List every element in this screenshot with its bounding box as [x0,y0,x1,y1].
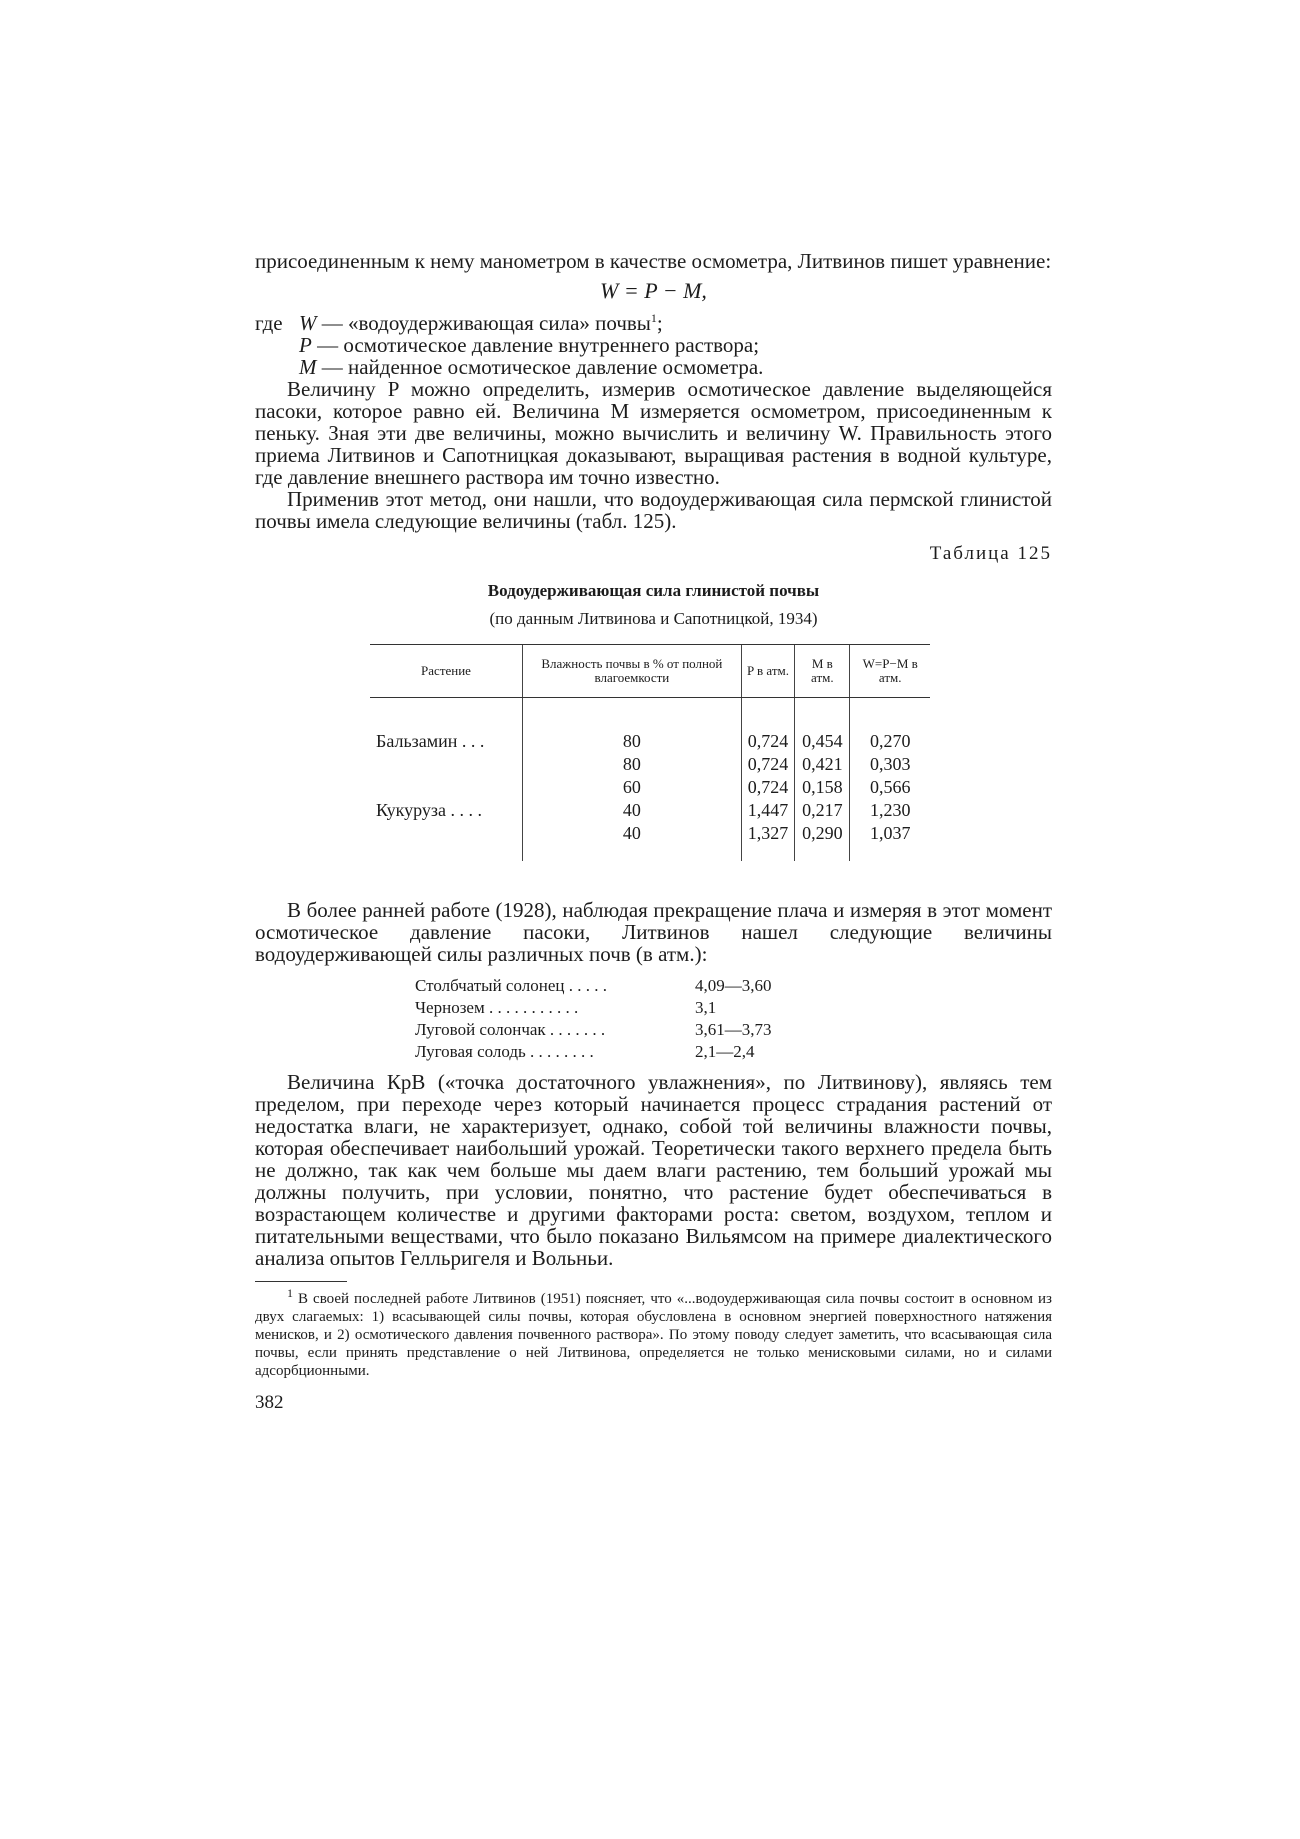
legend-text: — осмотическое давление внутреннего раствора; [317,333,760,357]
paragraph-5: Величина КрВ («точка достаточного увлажнения», по Литвинову), являясь тем пределом, при переходе через который начинается процесс страдания растений от недостатка влаги, не характеризует, однако, собой той величины влажности почвы, которая обеспечивает наибольший урожай. Теоретически такого верхнего предела быть не должно, так как чем больше мы даем влаги растению, тем больший урожай мы должны получить, при условии, понятно, что растение будет обеспечиваться в возрастающем количестве и другими факторами роста: светом, воздухом, теплом и питательными веществами, что было показано Вильямсом на примере диалектического анализа опытов Гелльригеля и Вольньи. [255,1070,1052,1270]
table-subtitle: (по данным Литвинова и Сапотницкой, 1934) [489,609,818,628]
list-item [415,1019,815,1041]
cell-plant [370,776,523,799]
soil-name: Луговая солодь . . . . . . . . [415,1042,594,1061]
paragraph-4: В более ранней работе (1928), наблюдая прекращение плача и измеряя в этот момент осмотическое давление пасоки, Литвинов нашел следующие величины водоудерживающей силы различных почв (в атм.): [255,898,1052,966]
cell-plant [370,753,523,776]
table-header-row [370,645,930,698]
cell-plant [370,822,523,845]
table-title: Водоудерживающая сила глинистой почвы [487,581,820,600]
cell-m: 0,217 [795,799,850,822]
header-p: P в атм. [741,645,795,698]
cell-p: 1,447 [741,799,795,822]
cell-p: 0,724 [741,730,795,753]
table-label: Таблица 125 [929,543,1052,564]
cell-w: 0,566 [850,776,930,799]
legend-row [255,334,1052,356]
footnote-text: В своей последней работе Литвинов (1951) поясняет, что «...водоудерживающая сила почвы состоит в основном из двух слагаемых: 1) всасывающей силы почвы, которая обусловлена в основном энергией поверхностного натяжения менисков, и 2) осмотического давления почвенного раствора». По этому поводу следует заметить, что всасывающая сила почвы, если принять представление о ней Литвинова, определяется не только менисковыми силами, но и силами адсорбционными. [255,1291,1052,1379]
list-item [415,997,815,1019]
header-plant: Растение [370,645,523,698]
footnote-ref: 1 [650,311,657,325]
legend-row [255,312,1052,334]
paragraph-intro: присоединенным к нему манометром в качестве осмометра, Литвинов пишет уравнение: [255,249,1052,273]
paragraph-3: Применив этот метод, они нашли, что водоудерживающая сила пермской глинистой почвы имела следующие величины (табл. 125). [255,487,1052,533]
legend-text: — найденное осмотическое давление осмометра. [321,355,764,379]
soil-list [415,975,815,1063]
formula: W = P − M, [600,278,707,303]
soil-value: 4,09—3,60 [695,976,772,995]
soil-name: Столбчатый солонец . . . . . [415,976,607,995]
cell-humidity: 40 [523,822,742,845]
cell-p: 0,724 [741,776,795,799]
header-humidity: Влажность почвы в % от полной влагоемкости [523,645,742,698]
table-row [370,730,930,753]
table-row [370,753,930,776]
cell-humidity: 60 [523,776,742,799]
data-table [370,644,930,861]
soil-name: Луговой солончак . . . . . . . [415,1020,606,1039]
table-row [370,776,930,799]
cell-humidity: 80 [523,730,742,753]
cell-humidity: 80 [523,753,742,776]
cell-m: 0,454 [795,730,850,753]
cell-plant: Кукуруза . . . . [376,800,483,820]
legend-tail: ; [656,311,663,335]
cell-w: 0,270 [850,730,930,753]
legend-row [255,356,1052,378]
paragraph-2: Величину P можно определить, измерив осмотическое давление выделяющейся пасоки, которое равно ей. Величина M измеряется осмометром, присоединенным к пеньку. Зная эти две величины, можно вычислить и величину W. Правильность этого приема Литвинов и Сапотницкая доказывают, выращивая растения в водной культуре, где давление внешнего раствора им точно известно. [255,377,1052,489]
cell-w: 1,037 [850,822,930,845]
soil-value: 3,1 [695,998,717,1017]
legend-symbol: P [299,333,312,357]
list-item [415,975,815,997]
list-item [415,1041,815,1063]
cell-plant: Бальзамин . . . [376,731,485,751]
footnote [255,1286,1052,1380]
cell-m: 0,158 [795,776,850,799]
footnote-divider [255,1281,347,1282]
cell-w: 0,303 [850,753,930,776]
header-w: W=P−M в атм. [850,645,930,698]
table-row [370,799,930,822]
legend-symbol: W [299,311,317,335]
cell-humidity: 40 [523,799,742,822]
soil-name: Чернозем . . . . . . . . . . . [415,998,579,1017]
page-number: 382 [255,1392,284,1413]
table-row [370,822,930,845]
footnote-mark: 1 [287,1286,293,1300]
cell-p: 1,327 [741,822,795,845]
legend-symbol: M [299,355,317,379]
cell-p: 0,724 [741,753,795,776]
legend-text: — «водоудерживающая сила» почвы [321,311,651,335]
soil-value: 2,1—2,4 [695,1042,755,1061]
formula-legend [255,312,1052,378]
soil-value: 3,61—3,73 [695,1020,772,1039]
page-content [255,250,1052,1414]
cell-m: 0,290 [795,822,850,845]
cell-m: 0,421 [795,753,850,776]
header-m: M в атм. [795,645,850,698]
cell-w: 1,230 [850,799,930,822]
legend-lead: где [255,311,283,335]
